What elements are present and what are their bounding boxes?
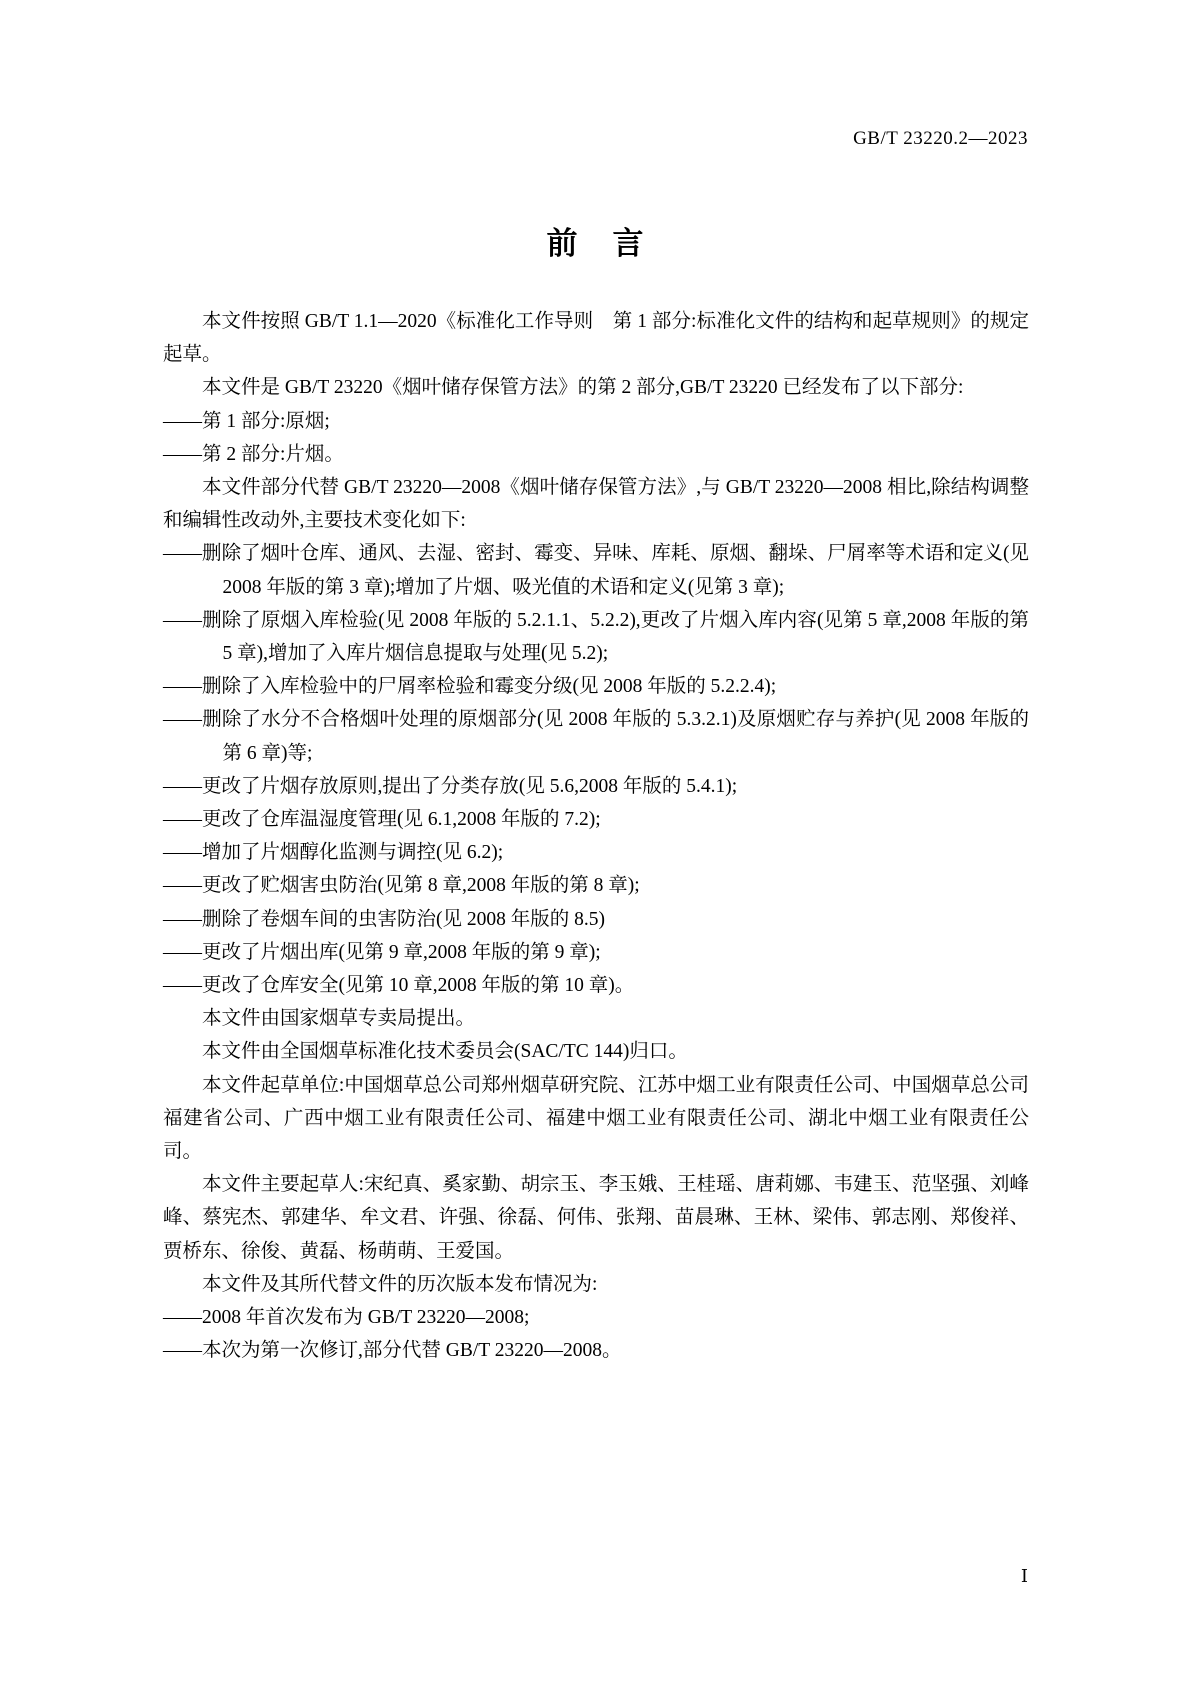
foreword-body [163, 305, 1029, 1368]
foreword-paragraph: 本文件按照 GB/T 1.1—2020《标准化工作导则 第 1 部分:标准化文件的结构和起草规则》的规定起草。 [163, 311, 1029, 366]
foreword-paragraph: 本文件部分代替 GB/T 23220—2008《烟叶储存保管方法》,与 GB/T 23220—2008 相比,除结构调整和编辑性改动外,主要技术变化如下: [163, 477, 1029, 532]
foreword-list-item: ——删除了水分不合格烟叶处理的原烟部分(见 2008 年版的 5.3.2.1)及原烟贮存与养护(见 2008 年版的第 6 章)等; [163, 709, 1029, 764]
foreword-list-item: ——更改了片烟出库(见第 9 章,2008 年版的第 9 章); [163, 941, 601, 963]
foreword-list-item: ——第 2 部分:片烟。 [163, 443, 344, 465]
foreword-paragraph: 本文件及其所代替文件的历次版本发布情况为: [202, 1273, 598, 1295]
foreword-list-item: ——第 1 部分:原烟; [163, 410, 330, 432]
page-title [0, 218, 1191, 263]
foreword-list-item: ——2008 年首次发布为 GB/T 23220—2008; [163, 1307, 530, 1329]
page-number: Ⅰ [1020, 1566, 1028, 1586]
foreword-list-item: ——删除了入库检验中的尸屑率检验和霉变分级(见 2008 年版的 5.2.2.4); [163, 676, 777, 698]
page-title-right: 言 [612, 226, 645, 262]
foreword-paragraph: 本文件主要起草人:宋纪真、奚家勤、胡宗玉、李玉娥、王桂瑶、唐莉娜、韦建玉、范坚强、刘峰峰、蔡宪杰、郭建华、牟文君、许强、徐磊、何伟、张翔、苗晨琳、王林、梁伟、郭志刚、郑俊祥、贾桥东、徐俊、黄磊、杨萌萌、王爱国。 [163, 1174, 1029, 1262]
foreword-list-item: ——删除了卷烟车间的虫害防治(见 2008 年版的 8.5) [163, 908, 605, 930]
foreword-list-item: ——更改了片烟存放原则,提出了分类存放(见 5.6,2008 年版的 5.4.1); [163, 775, 738, 797]
page-title-left: 前 [546, 226, 579, 262]
foreword-list-item: ——更改了仓库温湿度管理(见 6.1,2008 年版的 7.2); [163, 809, 601, 831]
foreword-list-item: ——更改了贮烟害虫防治(见第 8 章,2008 年版的第 8 章); [163, 875, 640, 897]
foreword-paragraph: 本文件起草单位:中国烟草总公司郑州烟草研究院、江苏中烟工业有限责任公司、中国烟草总公司福建省公司、广西中烟工业有限责任公司、福建中烟工业有限责任公司、湖北中烟工业有限责任公司。 [163, 1074, 1029, 1163]
page-header-standard-code: GB/T 23220.2—2023 [853, 128, 1028, 149]
foreword-paragraph: 本文件由国家烟草专卖局提出。 [202, 1008, 476, 1030]
foreword-paragraph: 本文件由全国烟草标准化技术委员会(SAC/TC 144)归口。 [202, 1041, 688, 1063]
foreword-list-item: ——更改了仓库安全(见第 10 章,2008 年版的第 10 章)。 [163, 975, 635, 997]
foreword-list-item: ——本次为第一次修订,部分代替 GB/T 23220—2008。 [163, 1340, 622, 1362]
foreword-paragraph: 本文件是 GB/T 23220《烟叶储存保管方法》的第 2 部分,GB/T 23220 已经发布了以下部分: [202, 377, 964, 399]
foreword-list-item: ——删除了原烟入库检验(见 2008 年版的 5.2.1.1、5.2.2),更改了片烟入库内容(见第 5 章,2008 年版的第 5 章),增加了入库片烟信息提取与处理(见 5.2); [163, 609, 1029, 665]
foreword-list-item: ——增加了片烟醇化监测与调控(见 6.2); [163, 842, 504, 864]
foreword-list-item: ——删除了烟叶仓库、通风、去湿、密封、霉变、异味、库耗、原烟、翻垛、尸屑率等术语和定义(见 2008 年版的第 3 章);增加了片烟、吸光值的术语和定义(见第 3 章); [163, 543, 1029, 598]
